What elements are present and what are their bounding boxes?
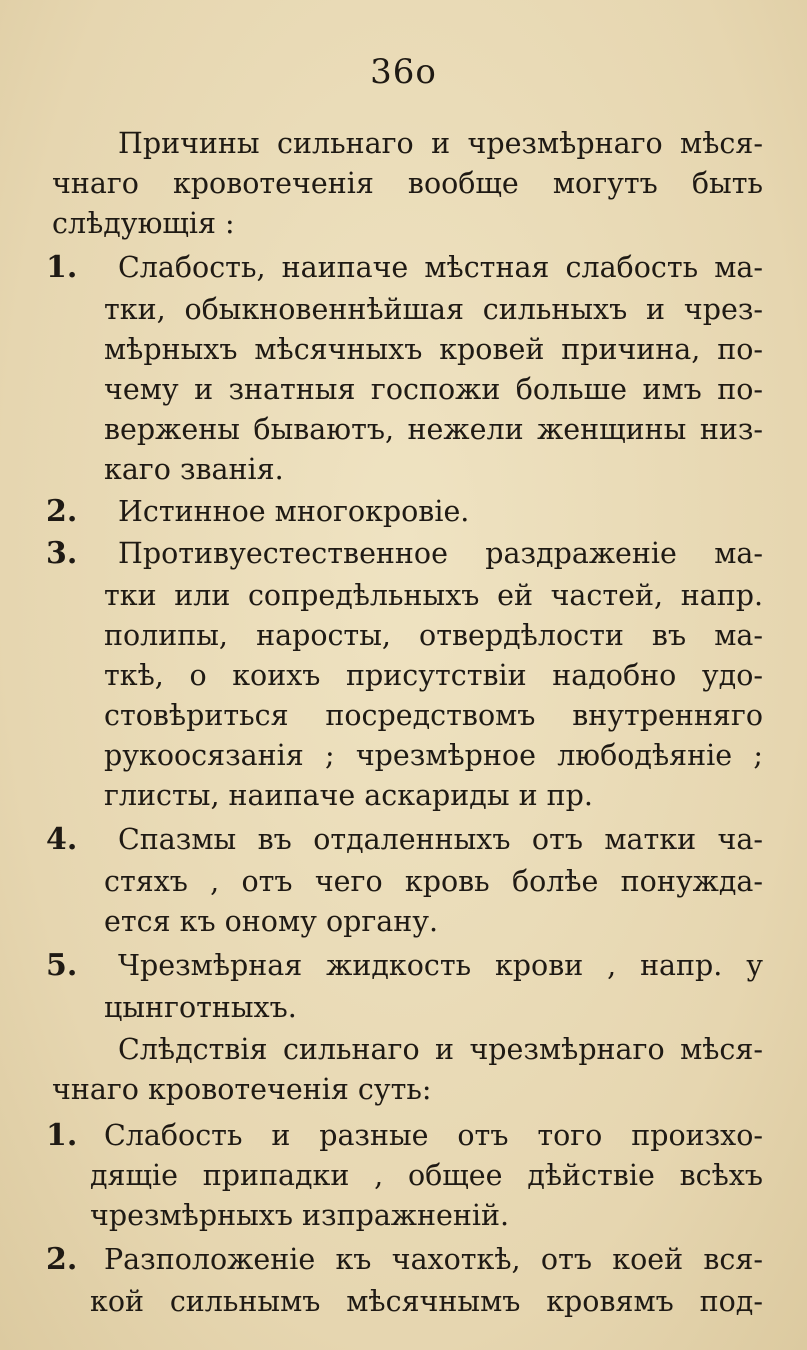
text-line: Слабость и разные отъ того произхо- <box>104 1119 763 1152</box>
text-line: чему и знатныя госпожи больше имъ по- <box>104 373 763 406</box>
list-number: 4. <box>46 822 78 857</box>
text-line: слѣдующія : <box>52 207 235 240</box>
text-line: мѣрныхъ мѣсячныхъ кровей причина, по- <box>104 333 763 366</box>
page-number: 36o <box>370 52 437 92</box>
text-line: дящіе припадки , общее дѣйствіе всѣхъ <box>90 1159 763 1192</box>
text-line: Разположеніе къ чахоткѣ, отъ коей вся- <box>104 1243 763 1276</box>
text-line: ется къ оному органу. <box>104 905 439 938</box>
list-number: 2. <box>46 494 78 529</box>
text-line: стовѣриться посредствомъ внутренняго <box>104 699 763 732</box>
text-line: тки, обыкновеннѣйшая сильныхъ и чрез- <box>104 293 763 326</box>
text-line: Причины сильнаго и чрезмѣрнаго мѣся- <box>118 127 763 160</box>
text-line: Спазмы въ отдаленныхъ отъ матки ча- <box>118 823 763 856</box>
list-number: 2. <box>46 1242 78 1277</box>
text-line: тки или сопредѣльныхъ ей частей, напр. <box>104 579 763 612</box>
list-number: 1. <box>46 250 78 285</box>
text-line: каго званія. <box>104 453 284 486</box>
text-line: Слабость, наипаче мѣстная слабость ма- <box>118 251 763 284</box>
text-line: Чрезмѣрная жидкость крови , напр. у <box>118 949 763 982</box>
text-line: Противуестественное раздраженіе ма- <box>118 537 763 570</box>
list-number: 1. <box>46 1118 78 1153</box>
text-line: чнаго кровотеченія вообще могутъ быть <box>52 167 763 200</box>
text-line: цынготныхъ. <box>104 991 297 1024</box>
text-line: рукоосязанія ; чрезмѣрное любодѣяніе ; <box>104 739 763 772</box>
list-number: 5. <box>46 948 78 983</box>
text-line: глисты, наипаче аскариды и пр. <box>104 779 593 812</box>
text-line: Слѣдствія сильнаго и чрезмѣрнаго мѣся- <box>118 1033 763 1066</box>
text-line: чрезмѣрныхъ изпражненій. <box>90 1199 510 1232</box>
text-line: Истинное многокровіе. <box>118 495 470 528</box>
list-number: 3. <box>46 536 78 571</box>
text-line: чнаго кровотеченія суть: <box>52 1073 432 1106</box>
text-line: ткѣ, о коихъ присутствіи надобно удо- <box>104 659 763 692</box>
text-line: кой сильнымъ мѣсячнымъ кровямъ под- <box>90 1285 763 1318</box>
text-line: полипы, наросты, отвердѣлости въ ма- <box>104 619 763 652</box>
text-line: вержены бываютъ, нежели женщины низ- <box>104 413 763 446</box>
text-line: стяхъ , отъ чего кровь болѣе понужда- <box>104 865 763 898</box>
